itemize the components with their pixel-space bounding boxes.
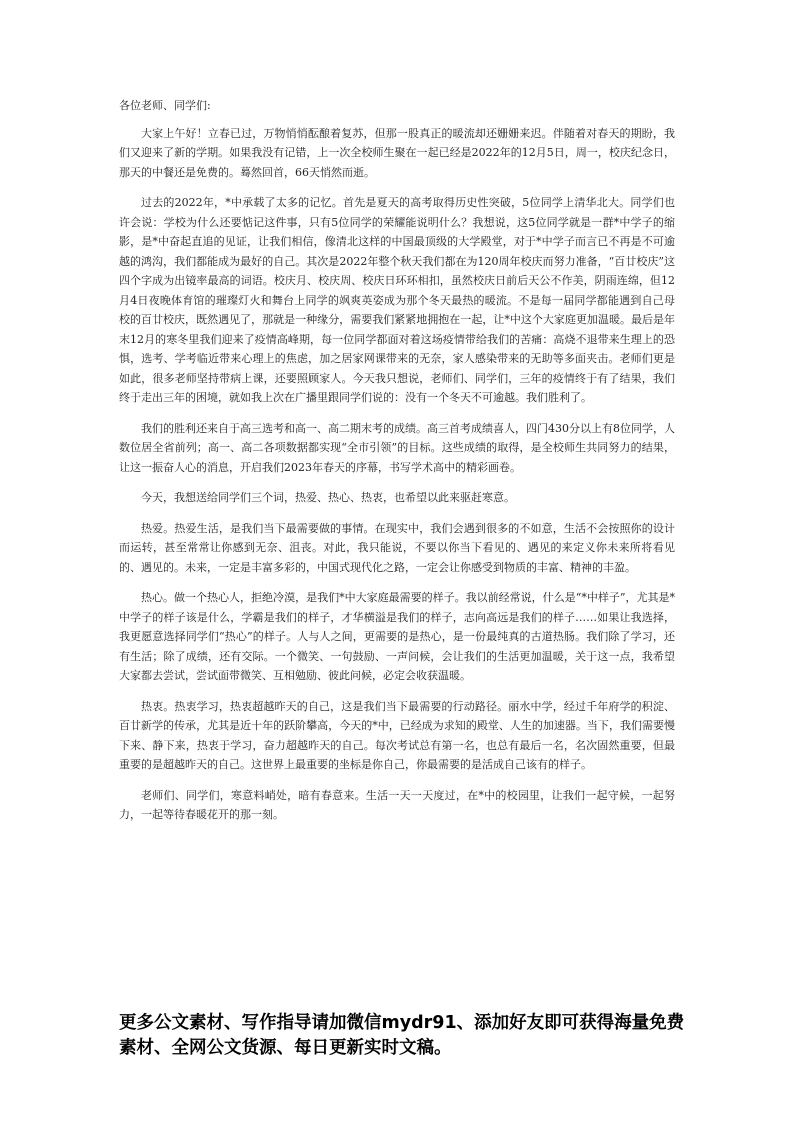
greeting: 各位老师、同学们:: [119, 99, 211, 112]
paragraph-passion: 热爱。热爱生活，是我们当下最需要做的事情。在现实中，我们会遇到很多的不如意，生活不会按照你的设计而运转，甚至常常让你感到无奈、沮丧。对此，我只能说，不要以你当下看见的、遇见的来定义你未来所将看见的、遇见的。未来，一定是丰富多彩的，中国式现代化之路，一定会让你感受到物质的丰富、精神的丰盈。: [119, 521, 675, 574]
paragraph-dedication: 热衷。热衷学习，热衷超越昨天的自己，这是我们当下最需要的行动路径。丽水中学，经过千年府学的积淀、百廿新学的传承，尤其是近十年的跃阶攀高，今天的*中，已经成为求知的殿堂、人生的加速器。当下，我们需要慢下来、静下来，热衷于学习，奋力超越昨天的自己。每次考试总有第一名，也总有最后一名，名次固然重要，但最重要的是超越昨天的自己。这世界上最重要的坐标是你自己，你最需要的是活成自己该有的样子。: [119, 699, 675, 771]
paragraph-exam-results: 我们的胜利还来自于高三选考和高一、高二期末考的成绩。高三首考成绩喜人，四门430分以上有8位同学，人数位居全省前列；高一、高二各项数据都实现“全市引领”的目标。这些成绩的取得，是全校师生共同努力的结果，让这一振奋人心的消息，开启我们2023年春天的序幕，书写学术高中的精彩画卷。: [119, 421, 675, 474]
footer-advertisement: 更多公文素材、写作指导请加微信mydr91、添加好友即可获得海量免费素材、全网公文货源、每日更新实时文稿。: [119, 1013, 685, 1058]
paragraph-closing: 老师们、同学们，寒意料峭处，暗有春意来。生活一天一天度过，在*中的校园里，让我们一起守候，一起努力，一起等待春暖花开的那一刻。: [119, 788, 675, 821]
paragraph-warmth: 热心。做一个热心人，拒绝冷漠，是我们*中大家庭最需要的样子。我以前经常说，什么是“*中样子”，尤其是*中学子的样子该是什么，学霸是我们的样子，才华横溢是我们的样子，志向高远是我们的样子……如果让我选择，我更愿意选择同学们“热心”的样子。人与人之间，更需要的是热心，是一份最纯真的古道热肠。我们除了学习，还有生活；除了成绩，还有交际。一个微笑、一句鼓励、一声问候，会让我们的生活更加温暖，关于这一点，我希望大家都去尝试，尝试面带微笑、互相勉励、彼此问候，必定会收获温暖。: [119, 591, 675, 682]
paragraph-opening: 大家上午好！立春已过，万物悄悄酝酿着复苏，但那一股真正的暖流却还姗姗来迟。伴随着对春天的期盼，我们又迎来了新的学期。如果我没有记错，上一次全校师生聚在一起已经是2022年的12月5日，周一，校庆纪念日，那天的中餐还是免费的。蓦然回首，66天悄然而逝。: [119, 126, 675, 179]
paragraph-three-words: 今天，我想送给同学们三个词，热爱、热心、热衷，也希望以此来驱赶寒意。: [141, 491, 515, 504]
paragraph-2022-review: 过去的2022年，*中承载了太多的记忆。首先是夏天的高考取得历史性突破，5位同学上清华北大。同学们也许会说：学校为什么还要惦记这件事，只有5位同学的荣耀能说明什么？我想说，这5位同学就是一群*中学子的缩影，是*中奋起直追的见证，让我们相信，像清北这样的中国最顶级的大学殿堂，对于*中学子而言已不再是不可逾越的鸿沟，我们都能成为最好的自己。其次是2022年整个秋天我们都在为120周年校庆而努力准备，“百廿校庆”这四个字成为出镜率最高的词语。校庆月、校庆周、校庆日环环相扣，虽然校庆日前后天公不作美，阴雨连绵，但12月4日夜晚体育馆的璀璨灯火和舞台上同学的飒爽英姿成为那个冬天最热的暖流。不是每一届同学都能遇到自己母校的百廿校庆，既然遇见了，那就是一种缘分，需要我们紧紧地拥抱在一起，让*中这个大家庭更加温暖。最后是年末12月的寒冬里我们迎来了疫情高峰期，每一位同学都面对着这场疫情带给我们的苦痛：高烧不退带来生理上的恐惧，选考、学考临近带来心理上的焦虑，加之居家网课带来的无奈，家人感染带来的无助等多面夹击。老师们更是如此，很多老师坚持带病上课，还要照顾家人。今天我只想说，老师们、同学们，三年的疫情终于有了结果，我们终于走出三年的困境，就如我上次在广播里跟同学们说的：没有一个冬天不可逾越。我们胜利了。: [119, 196, 675, 404]
speech-body: [119, 96, 675, 836]
